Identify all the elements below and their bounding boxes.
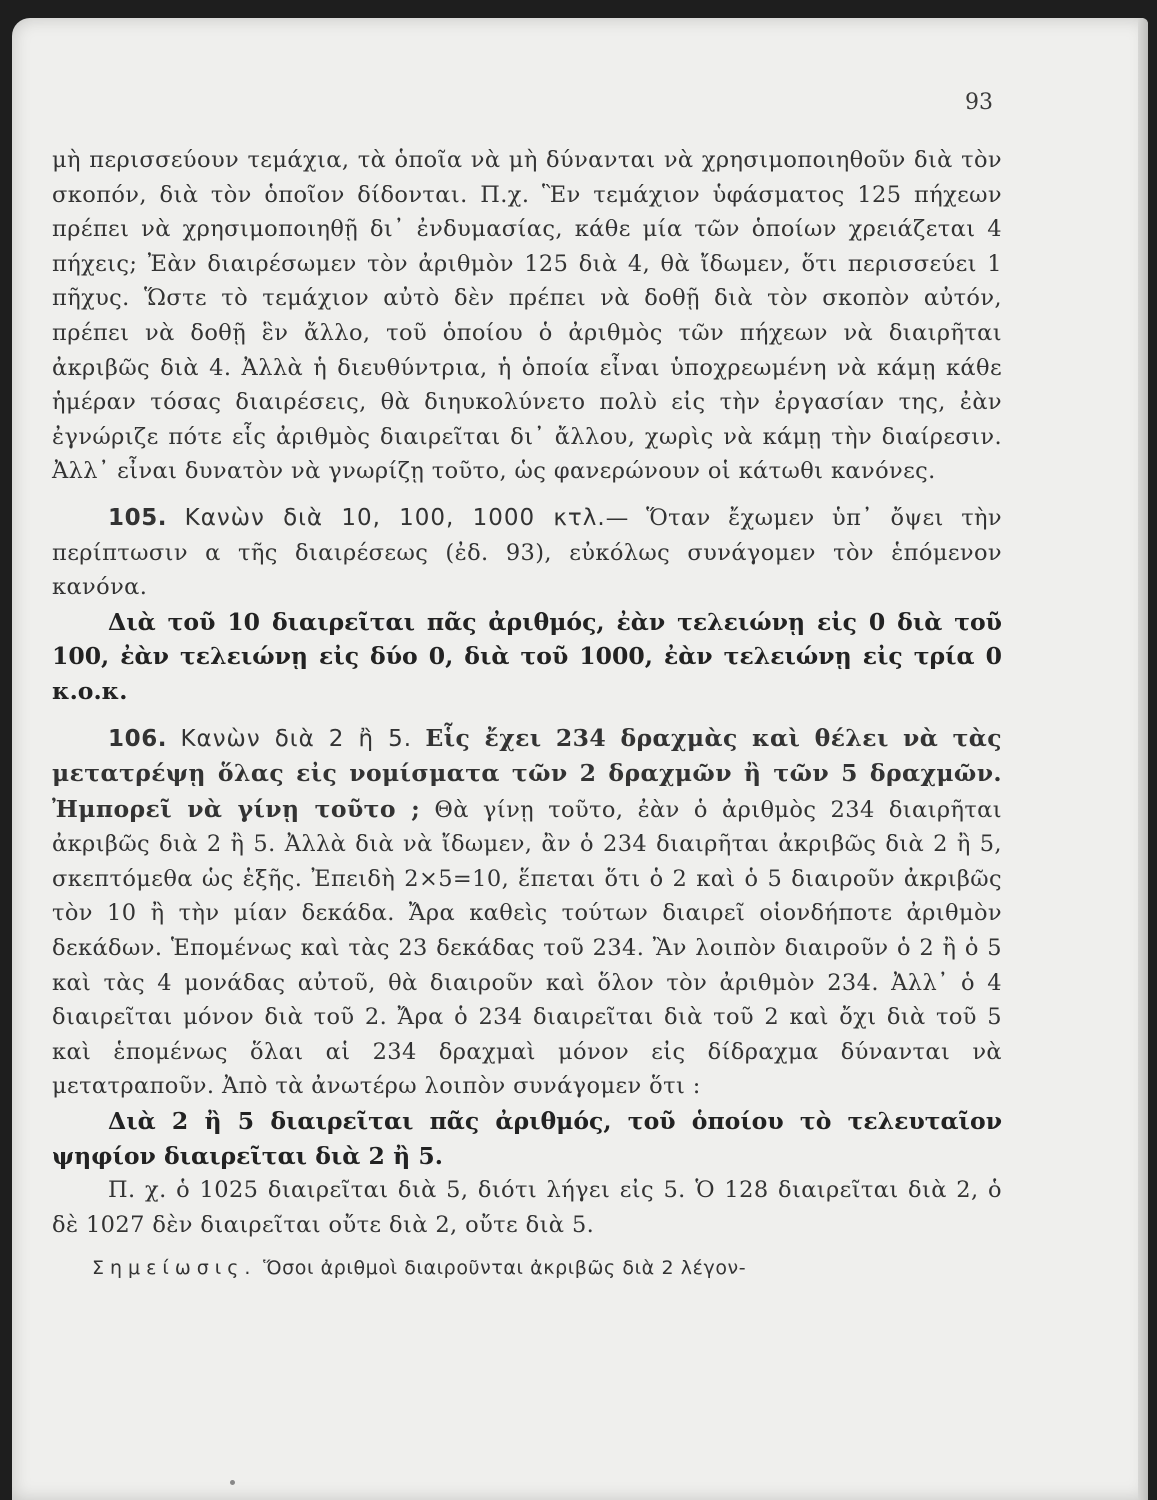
page-body — [52, 143, 1002, 1284]
note-paragraph — [52, 1252, 1002, 1284]
note-text: Ὅσοι ἀριθμοὶ διαιροῦνται ἀκριβῶς διὰ 2 λέγον- — [263, 1257, 747, 1280]
section-105-number: 105. — [108, 504, 168, 531]
section-106-text: Θὰ γίνῃ τοῦτο, ἐὰν ὁ ἀριθμὸς 234 διαιρῆται ἀκριβῶς διὰ 2 ἢ 5. Ἀλλὰ διὰ νὰ ἴδωμεν, ἂν ὁ 234 διαιρῆται ἀκριβῶς διὰ 2 ἢ 5, σκεπτόμεθα ὡς ἑξῆς. Ἐπειδὴ 2×5=10, ἕπεται ὅτι ὁ 2 καὶ ὁ 5 διαιροῦν ἀκριβῶς τὸν 10 ἢ τὴν μίαν δεκάδα. Ἄρα καθεὶς τούτων διαιρεῖ οἱονδήποτε ἀριθμὸν δεκάδων. Ἑπομένως καὶ τὰς 23 δεκάδας τοῦ 234. Ἂν λοιπὸν διαιροῦν ὁ 2 ἢ ὁ 5 καὶ τὰς 4 μονάδας αὐτοῦ, θὰ διαιροῦν καὶ ὅλον τὸν ἀριθμὸν 234. Ἀλλ᾽ ὁ 4 διαιρεῖται μόνον διὰ τοῦ 2. Ἄρα ὁ 234 διαιρεῖται διὰ τοῦ 2 καὶ ὄχι διὰ τοῦ 5 καὶ ἑπομένως ὅλαι αἱ 234 δραχμαὶ μόνον εἰς δίδραχμα δύνανται νὰ μετατραποῦν. Ἀπὸ τὰ ἀνωτέρω λοιπὸν συνάγομεν ὅτι : — [52, 796, 1002, 1100]
section-105-title: Κανὼν διὰ 10, 100, 1000 κτλ. — [184, 504, 606, 531]
section-106 — [52, 721, 1002, 1105]
section-105 — [52, 501, 1002, 605]
book-page — [12, 18, 1148, 1500]
scan-speck — [230, 1480, 235, 1485]
section-105-text: — Ὅταν ἔχωμεν ὑπ᾽ ὄψει τὴν περίπτωσιν α τῆς διαιρέσεως (ἐδ. 93), εὐκόλως συνάγομεν τὸν ἑπόμενον κανόνα. — [52, 504, 1003, 601]
rule-2-or-5: Διὰ 2 ἢ 5 διαιρεῖται πᾶς ἀριθμός, τοῦ ὁποίου τὸ τελευταῖον ψηφίον διαιρεῖται διὰ 2 ἢ 5. — [52, 1107, 1002, 1170]
section-106-title: Κανὼν διὰ 2 ἢ 5. — [180, 725, 413, 752]
note-label: Σημείωσις. — [92, 1257, 257, 1280]
rule-10-100-1000: Διὰ τοῦ 10 διαιρεῖται πᾶς ἀριθμός, ἐὰν τελειώνῃ εἰς 0 διὰ τοῦ 100, ἐὰν τελειώνῃ εἰς δύο 0, διὰ τοῦ 1000, ἐὰν τελειώνῃ εἰς τρία 0 κ.ο.κ. — [52, 607, 1002, 705]
page-number: 93 — [965, 90, 993, 115]
paragraph-intro: μὴ περισσεύουν τεμάχια, τὰ ὁποῖα νὰ μὴ δύνανται νὰ χρησιμοποιηθοῦν διὰ τὸν σκοπόν, διὰ τὸν ὁποῖον δίδονται. Π.χ. Ἓν τεμάχιον ὑφάσματος 125 πήχεων πρέπει νὰ χρησιμοποιηθῇ δι᾽ ἐνδυμασίας, κάθε μία τῶν ὁποίων χρειάζεται 4 πήχεις; Ἐὰν διαιρέσωμεν τὸν ἀριθμὸν 125 διὰ 4, θὰ ἴδωμεν, ὅτι περισσεύει 1 πῆχυς. Ὥστε τὸ τεμάχιον αὐτὸ δὲν πρέπει νὰ δοθῇ διὰ τὸν σκοπὸν αὐτόν, πρέπει νὰ δοθῇ ἓν ἄλλο, τοῦ ὁποίου ὁ ἀριθμὸς τῶν πήχεων νὰ διαιρῆται ἀκριβῶς διὰ 4. Ἀλλὰ ἡ διευθύντρια, ἡ ὁποία εἶναι ὑποχρεωμένη νὰ κάμῃ κάθε ἡμέραν τόσας διαιρέσεις, θὰ διηυκολύνετο πολὺ εἰς τὴν ἐργασίαν της, ἐὰν ἐγνώριζε πότε εἷς ἀριθμὸς διαιρεῖται δι᾽ ἄλλου, χωρὶς νὰ κάμῃ τὴν διαίρεσιν. Ἀλλ᾽ εἶναι δυνατὸν νὰ γνωρίζῃ τοῦτο, ὡς φανερώνουν οἱ κάτωθι κανόνες. — [52, 147, 1002, 485]
page-edge — [1138, 18, 1148, 1500]
section-106-question: Εἷς ἔχει 234 δραχμὰς καὶ θέλει νὰ τὰς μετατρέψῃ ὅλας εἰς νομίσματα τῶν 2 δραχμῶν ἢ τῶν 5 δραχμῶν. Ἠμπορεῖ νὰ γίνῃ τοῦτο ; — [52, 723, 1002, 823]
example-paragraph: Π. χ. ὁ 1025 διαιρεῖται διὰ 5, διότι λήγει εἰς 5. Ὁ 128 διαιρεῖται διὰ 2, ὁ δὲ 1027 δὲν διαιρεῖται οὔτε διὰ 2, οὔτε διὰ 5. — [52, 1177, 1002, 1238]
section-106-number: 106. — [108, 725, 168, 752]
